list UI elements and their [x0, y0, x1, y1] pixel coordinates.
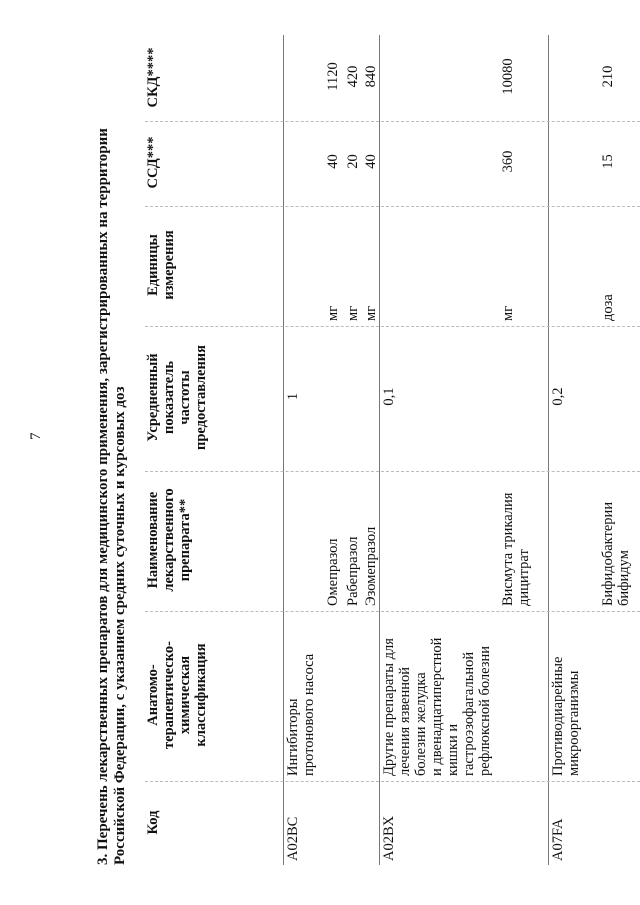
table-row: [325, 35, 345, 865]
cell-atc-classification-line: кишки и: [445, 723, 461, 776]
cell-atc-classification: [285, 612, 317, 776]
header-code: [145, 780, 161, 865]
cell-drug-name-line: Омепразол: [325, 538, 341, 606]
cell-code: A02BX: [381, 815, 397, 861]
cell-drug-name: [500, 472, 532, 606]
column-divider: [145, 781, 640, 782]
header-atc-classification-line: терапевтическо-: [161, 641, 177, 749]
header-unit-line: Единицы: [145, 234, 161, 296]
table-row: [381, 35, 500, 865]
column-divider: [145, 471, 640, 472]
cell-atc-classification-line: Противодиарейные: [550, 656, 566, 776]
header-atc-classification: [145, 610, 209, 780]
column-divider: [145, 121, 640, 122]
rotated-page-content: [95, 35, 632, 865]
page-number: 7: [28, 432, 44, 440]
header-frequency-line: показатель: [161, 360, 177, 435]
cell-atc-classification: [550, 612, 582, 776]
cell-unit: мг: [345, 305, 361, 321]
cell-skd: 840: [363, 65, 379, 88]
cell-atc-classification-line: микроорганизмы: [566, 670, 582, 776]
cell-unit: доза: [600, 294, 616, 321]
header-skd-line: СКД****: [145, 47, 161, 108]
cell-drug-name-line: бифидум: [616, 550, 632, 606]
cell-skd: 10080: [500, 58, 516, 95]
header-atc-classification-line: классификация: [193, 643, 209, 747]
cell-atc-classification-line: протонового насоса: [301, 653, 317, 776]
table-row: [345, 35, 363, 865]
cell-atc-classification-line: и двенадцатиперстной: [429, 637, 445, 776]
cell-drug-name: [325, 472, 341, 606]
cell-ssd: 40: [363, 154, 379, 169]
table-row: [285, 35, 325, 865]
header-frequency-line: частоты: [177, 370, 193, 425]
header-unit-line: измерения: [161, 230, 177, 300]
cell-ssd: 360: [500, 150, 516, 173]
header-frequency-line: предоставления: [193, 345, 209, 450]
column-divider: [145, 611, 640, 612]
cell-drug-name: [345, 472, 361, 606]
header-drug-name-line: препарата**: [177, 498, 193, 582]
cell-unit: мг: [325, 305, 341, 321]
cell-atc-classification-line: Ингибиторы: [285, 698, 301, 776]
cell-code: A07FA: [550, 818, 566, 861]
cell-frequency: 0,2: [550, 387, 566, 406]
header-drug-name-line: лекарственного: [161, 488, 177, 592]
cell-atc-classification-line: гастроэзофагальной: [461, 651, 477, 776]
cell-drug-name-line: Эзомепразол: [363, 526, 379, 606]
header-drug-name-line: Наименование: [145, 491, 161, 589]
header-frequency: [145, 325, 209, 470]
cell-atc-classification-line: Другие препараты для: [381, 638, 397, 776]
cell-ssd: 15: [600, 154, 616, 169]
table-header-row: [145, 35, 285, 865]
row-divider: [379, 35, 380, 865]
cell-atc-classification-line: лечения язвенной: [397, 667, 413, 776]
cell-atc-classification-line: рефлюксной болезни: [477, 645, 493, 776]
cell-frequency: 1: [285, 392, 301, 401]
document-title: [95, 35, 129, 865]
header-atc-classification-line: химическая: [177, 655, 193, 735]
header-unit: [145, 205, 177, 325]
cell-drug-name-line: Рабепразол: [345, 536, 361, 606]
cell-code: A02BC: [285, 816, 301, 861]
cell-frequency: 0,1: [381, 387, 397, 406]
cell-skd: 1120: [325, 62, 341, 91]
table-row: [550, 35, 600, 865]
cell-drug-name-line: дицитрат: [516, 549, 532, 606]
table-row: [600, 35, 640, 865]
row-divider: [548, 35, 549, 865]
cell-atc-classification: [381, 612, 493, 776]
cell-drug-name: [363, 472, 379, 606]
title-line-1: 3. Перечень лекарственных препаратов для медицинского применения, зарегистрированных на территории: [95, 128, 111, 865]
column-divider: [145, 326, 640, 327]
table-row: [500, 35, 550, 865]
cell-drug-name: [600, 472, 632, 606]
cell-skd: 210: [600, 65, 616, 88]
header-ssd-line: ССД***: [145, 136, 161, 189]
header-code-line: Код: [145, 810, 161, 835]
cell-unit: мг: [363, 305, 379, 321]
header-atc-classification-line: Анатомо-: [145, 664, 161, 726]
column-divider: [145, 206, 640, 207]
cell-skd: 420: [345, 65, 361, 88]
cell-unit: мг: [500, 305, 516, 321]
header-skd: [145, 35, 161, 120]
cell-ssd: 20: [345, 154, 361, 169]
cell-atc-classification-line: болезни желудка: [413, 672, 429, 776]
header-ssd: [145, 120, 161, 205]
cell-drug-name-line: Бифидобактерии: [600, 501, 616, 606]
row-divider: [283, 35, 284, 865]
title-line-2: Российской Федерации, с указанием средних суточных и курсовых доз: [112, 386, 128, 865]
header-drug-name: [145, 470, 193, 610]
header-frequency-line: Усредненный: [145, 353, 161, 442]
cell-ssd: 40: [325, 154, 341, 169]
cell-drug-name-line: Висмута трикалия: [500, 492, 516, 606]
